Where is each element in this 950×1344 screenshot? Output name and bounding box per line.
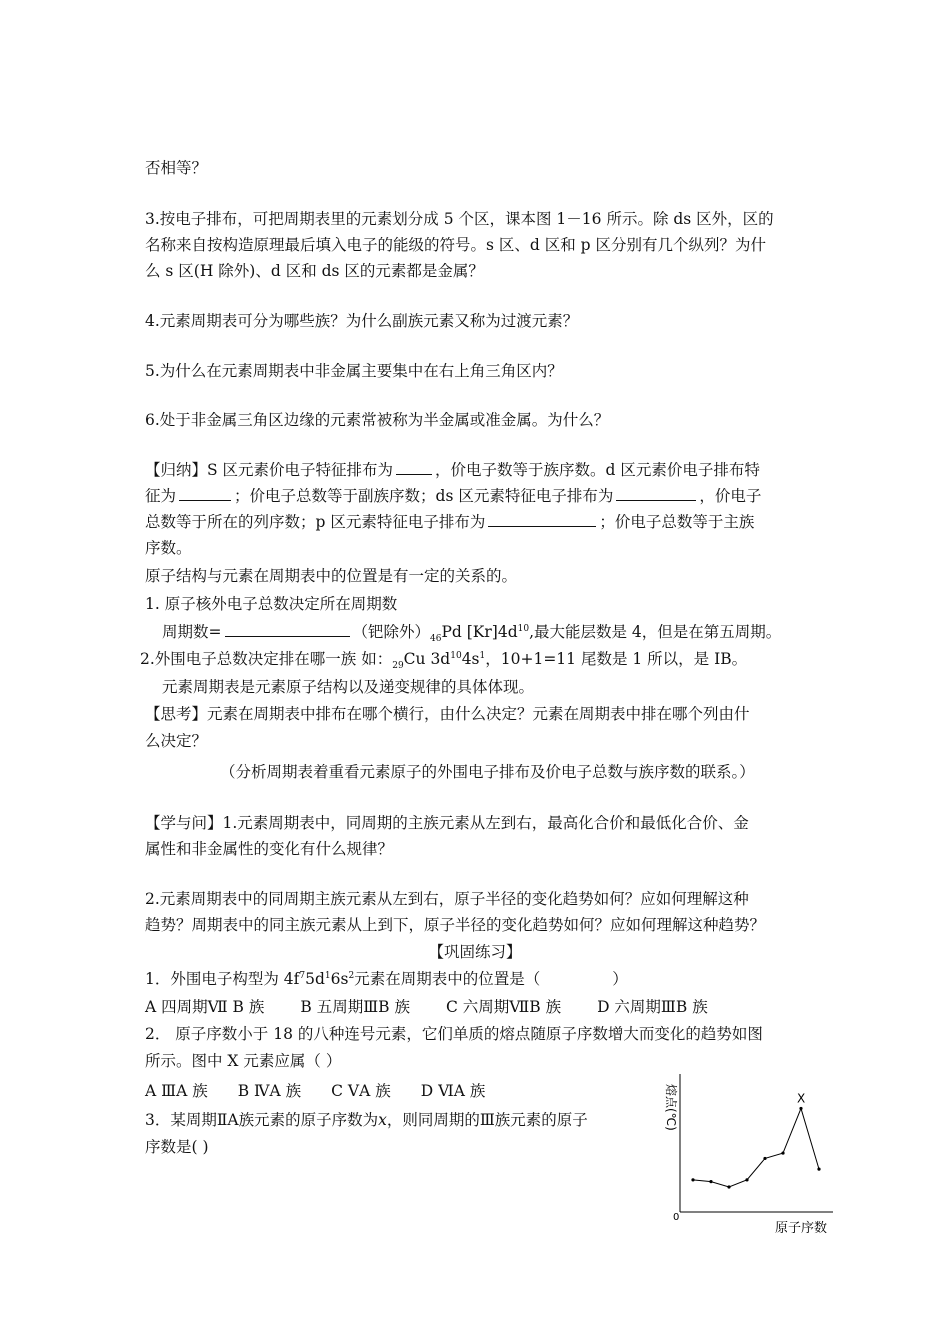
data-point xyxy=(691,1178,694,1181)
variable-x: x xyxy=(378,1111,387,1129)
text-span: 5d xyxy=(305,970,325,988)
option-b[interactable]: B ⅣA 族 xyxy=(237,1082,302,1100)
summary-line: 序数。 xyxy=(145,539,192,557)
text-span: 1．外围电子构型为 4f xyxy=(145,970,300,988)
exercise-2: 2． 原子序数小于 18 的八种连号元素，它们单质的熔点随原子序数增大而变化的趋势如图 xyxy=(145,1025,763,1043)
text-span: ，10+1=11 尾数是 1 所以，是 IB。 xyxy=(485,650,748,668)
point-label-x: X xyxy=(797,1091,806,1106)
summary-text: ；价电子总数等于主族 xyxy=(599,513,755,531)
superscript: 10 xyxy=(517,623,530,634)
summary-line xyxy=(145,511,754,533)
superscript: 7 xyxy=(299,970,306,981)
fill-blank[interactable] xyxy=(396,459,432,475)
option-d[interactable]: D 六周期ⅢB 族 xyxy=(597,998,708,1016)
y-axis-label: 熔点(℃) xyxy=(664,1084,678,1131)
question-3-line: 么 s 区(H 除外)、d 区和 ds 区的元素都是金属？ xyxy=(145,262,484,280)
summary-text: ；价电子总数等于副族序数；ds 区元素特征电子排布为 xyxy=(234,487,614,505)
exercise-3: 序数是( ) xyxy=(145,1138,209,1156)
option-b[interactable]: B 五周期ⅢB 族 xyxy=(300,998,410,1016)
period-rule-line xyxy=(162,621,781,643)
exercise-2: 所示。图中 X 元素应属（ ） xyxy=(145,1052,342,1070)
text-span: 3．某周期ⅡA族元素的原子序数为 xyxy=(145,1111,379,1129)
option-d[interactable]: D ⅥA 族 xyxy=(420,1082,486,1100)
summary-line xyxy=(145,485,761,507)
text-span: ） xyxy=(612,970,628,988)
period-label: 周期数= xyxy=(162,623,222,641)
data-point xyxy=(763,1157,766,1160)
think-line: 【思考】元素在周期表中排布在哪个横行，由什么决定？元素在周期表中排在哪个列由什 xyxy=(145,705,750,723)
atomic-number: 46 xyxy=(430,634,442,645)
summary-line xyxy=(145,459,760,481)
exercise-1 xyxy=(145,968,628,990)
option-c[interactable]: C 六周期ⅦB 族 xyxy=(445,998,562,1016)
learn-ask-line: 趋势？周期表中的同主族元素从上到下，原子半径的变化趋势如何？应如何理解这种趋势？ xyxy=(145,916,766,934)
summary-text: 总数等于所在的列序数；p 区元素特征电子排布为 xyxy=(145,513,486,531)
text-line: 1. 原子核外电子总数决定所在周期数 xyxy=(145,595,398,613)
origin-label: 0 xyxy=(673,1212,680,1223)
formula-text: Cu 3d xyxy=(403,650,451,668)
learn-ask-line: 【学与问】1.元素周期表中，同周期的主族元素从左到右，最高化合价和最低化合价、金 xyxy=(145,814,749,832)
data-point xyxy=(727,1185,730,1188)
learn-ask-line: 属性和非金属性的变化有什么规律？ xyxy=(145,840,394,858)
fill-blank[interactable] xyxy=(225,621,350,637)
summary-text: 【归纳】S 区元素价电子特征排布为 xyxy=(145,461,394,479)
chart-svg xyxy=(655,1062,845,1240)
option-a[interactable]: A ⅢA 族 xyxy=(145,1082,208,1100)
text-span: （钯除外） xyxy=(352,623,431,641)
superscript: 10 xyxy=(450,650,462,661)
data-point xyxy=(709,1180,712,1183)
fill-blank[interactable] xyxy=(616,485,696,501)
formula-text: 4s xyxy=(461,650,480,668)
data-point xyxy=(817,1168,820,1171)
group-rule-line xyxy=(140,648,747,670)
exercise-1-options xyxy=(145,996,730,1018)
learn-ask-line: 2.元素周期表中的同周期主族元素从左到右，原子半径的变化趋势如何？应如何理解这种 xyxy=(145,890,749,908)
atomic-number: 29 xyxy=(392,661,404,672)
superscript: 2 xyxy=(348,970,355,981)
superscript: 1 xyxy=(324,970,331,981)
question-3-line: 名称来自按构造原理最后填入电子的能级的符号。s 区、d 区和 p 区分别有几个纵列？为什 xyxy=(145,236,767,254)
exercise-3 xyxy=(145,1109,588,1131)
text-span: ,最大能层数是 4，但是在第五周期。 xyxy=(529,623,782,641)
text-span: 6s xyxy=(330,970,349,988)
question-5: 5.为什么在元素周期表中非金属主要集中在右上角三角区内？ xyxy=(145,362,563,380)
option-c[interactable]: C ⅤA 族 xyxy=(331,1082,391,1100)
analysis-note: （分析周期表着重看元素原子的外围电子排布及价电子总数与族序数的联系。） xyxy=(220,763,755,781)
option-a[interactable]: A 四周期Ⅶ B 族 xyxy=(145,998,265,1016)
summary-text: ，价电子 xyxy=(699,487,762,505)
summary-text: 征为 xyxy=(145,487,177,505)
data-point xyxy=(781,1151,784,1154)
melting-point-chart xyxy=(655,1062,845,1240)
data-point xyxy=(799,1107,802,1110)
text-span: ，则同周期的Ⅲ族元素的原子 xyxy=(386,1111,588,1129)
data-point xyxy=(745,1178,748,1181)
question-3-line: 3.按电子排布，可把周期表里的元素划分成 5 个区，课本图 1－16 所示。除 ds 区外，区的 xyxy=(145,210,774,228)
fill-blank[interactable] xyxy=(179,485,231,501)
series-line xyxy=(693,1108,819,1187)
text-span: 元素在周期表中的位置是（ xyxy=(354,970,541,988)
question-4: 4.元素周期表可分为哪些族？为什么副族元素又称为过渡元素？ xyxy=(145,312,579,330)
question-6: 6.处于非金属三角区边缘的元素常被称为半金属或准金属。为什么？ xyxy=(145,411,610,429)
formula-text: Pd [Kr]4d xyxy=(441,623,518,641)
fill-blank[interactable] xyxy=(488,511,596,527)
text-line: 元素周期表是元素原子结构以及递变规律的具体体现。 xyxy=(162,678,535,696)
think-line: 么决定？ xyxy=(145,732,208,750)
text-line: 原子结构与元素在周期表中的位置是有一定的关系的。 xyxy=(145,567,518,585)
series-points xyxy=(691,1107,820,1189)
text-line: 否相等？ xyxy=(145,159,208,177)
summary-text: ，价电子数等于族序数。d 区元素价电子排布特 xyxy=(435,461,760,479)
superscript: 1 xyxy=(479,650,486,661)
exercise-2-options xyxy=(145,1080,507,1102)
text-span: 2.外围电子总数决定排在哪一族 如： xyxy=(140,650,393,668)
x-axis-label: 原子序数 xyxy=(775,1221,828,1236)
section-title: 【巩固练习】 xyxy=(428,943,522,961)
